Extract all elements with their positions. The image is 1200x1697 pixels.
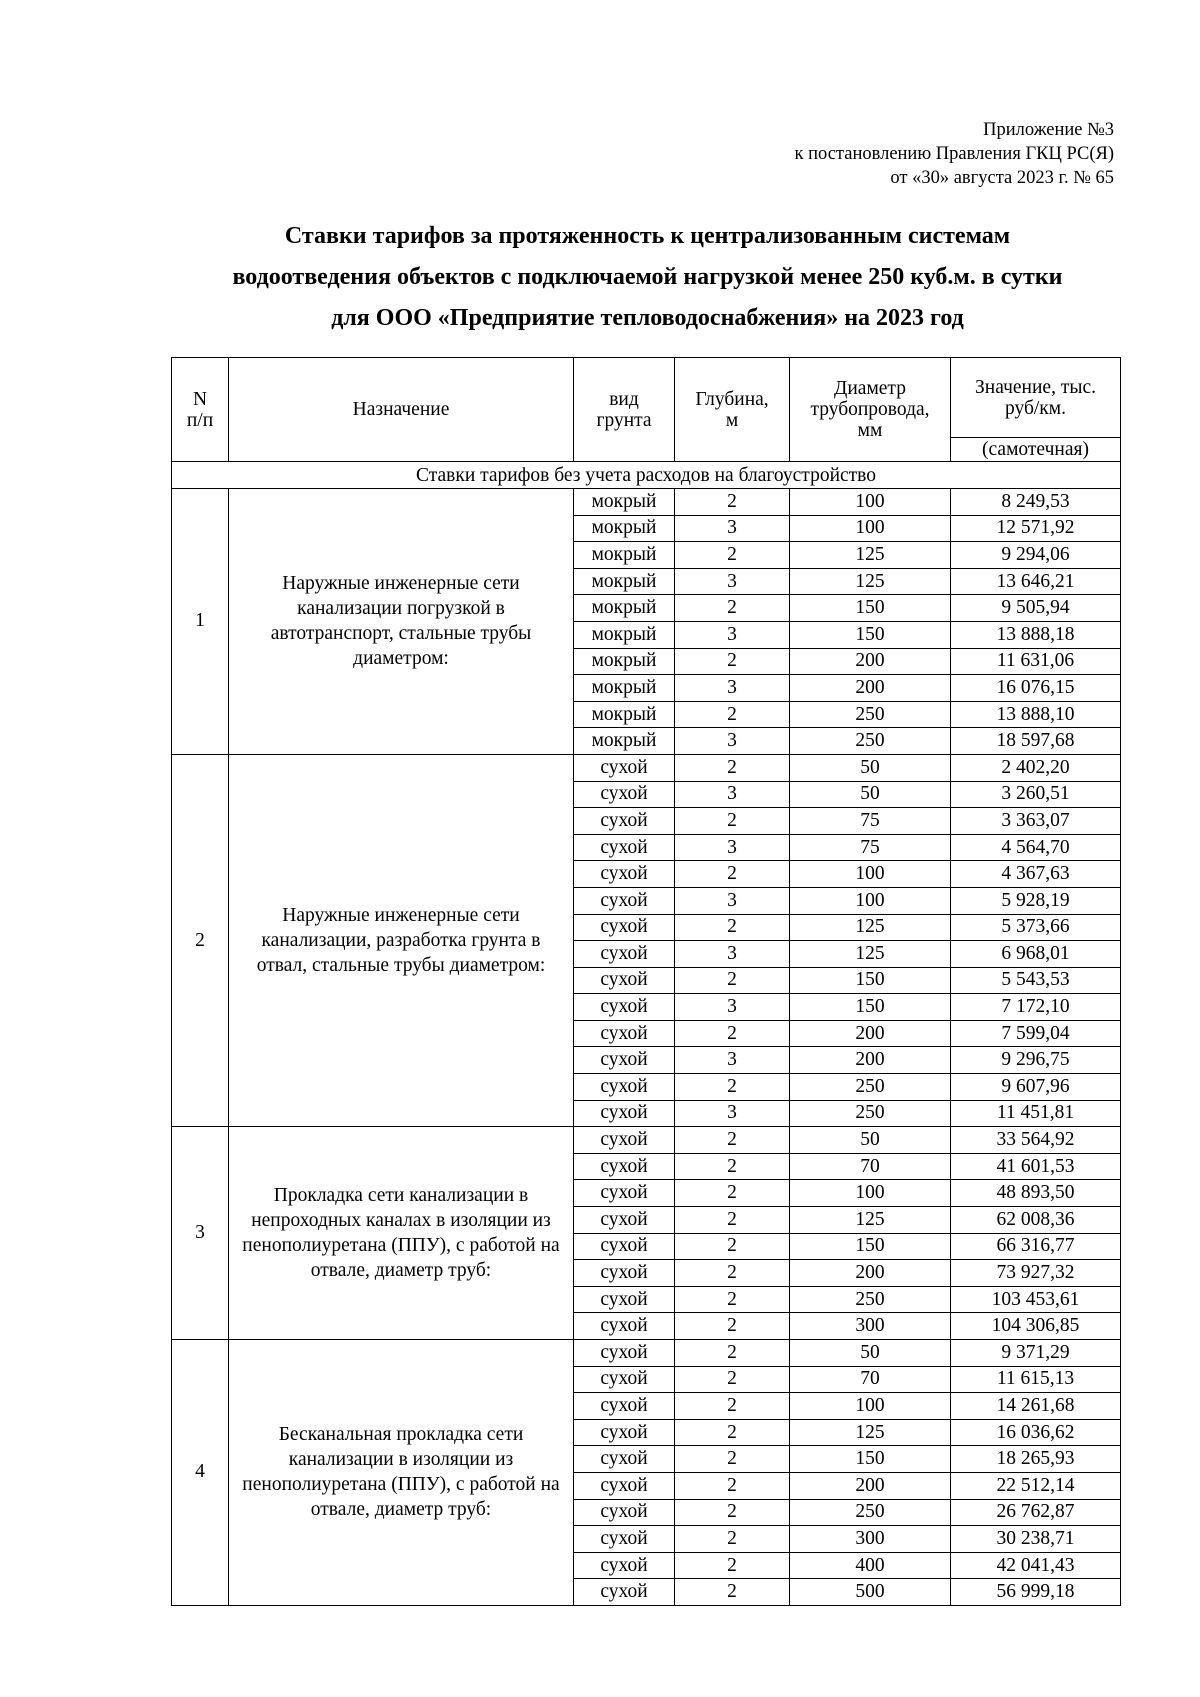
row-purpose: Наружные инженерные сети канализации, разработка грунта в отвал, стальные трубы диаметром: (229, 754, 574, 1126)
depth-cell: 2 (675, 1233, 790, 1260)
diameter-cell: 200 (790, 1047, 951, 1074)
diameter-cell: 200 (790, 675, 951, 702)
soil-type-cell: сухой (574, 1393, 675, 1420)
soil-type-cell: мокрый (574, 621, 675, 648)
soil-type-cell: сухой (574, 1526, 675, 1553)
depth-cell: 2 (675, 648, 790, 675)
document-title (120, 216, 1175, 339)
depth-cell: 2 (675, 701, 790, 728)
soil-type-cell: сухой (574, 1180, 675, 1207)
depth-cell: 3 (675, 781, 790, 808)
diameter-cell: 250 (790, 1499, 951, 1526)
depth-cell: 2 (675, 1207, 790, 1234)
header-diameter: Диаметр трубопровода, мм (790, 358, 951, 462)
soil-type-cell: сухой (574, 808, 675, 835)
value-cell: 4 367,63 (951, 861, 1121, 888)
value-cell: 104 306,85 (951, 1313, 1121, 1340)
value-cell: 7 172,10 (951, 994, 1121, 1021)
soil-type-cell: сухой (574, 1020, 675, 1047)
tariff-table (171, 357, 1121, 1606)
soil-type-cell: мокрый (574, 675, 675, 702)
diameter-cell: 70 (790, 1153, 951, 1180)
header-number: N п/п (172, 358, 229, 462)
depth-cell: 3 (675, 1100, 790, 1127)
soil-type-cell: сухой (574, 1127, 675, 1154)
value-cell: 30 238,71 (951, 1526, 1121, 1553)
soil-type-cell: сухой (574, 781, 675, 808)
diameter-cell: 500 (790, 1579, 951, 1606)
diameter-cell: 75 (790, 808, 951, 835)
depth-cell: 2 (675, 1393, 790, 1420)
soil-type-cell: сухой (574, 834, 675, 861)
depth-cell: 2 (675, 967, 790, 994)
depth-cell: 3 (675, 568, 790, 595)
soil-type-cell: сухой (574, 967, 675, 994)
soil-type-cell: мокрый (574, 728, 675, 755)
depth-cell: 2 (675, 1127, 790, 1154)
depth-cell: 2 (675, 542, 790, 569)
soil-type-cell: сухой (574, 1499, 675, 1526)
diameter-cell: 125 (790, 1207, 951, 1234)
soil-type-cell: сухой (574, 1153, 675, 1180)
value-cell: 12 571,92 (951, 515, 1121, 542)
diameter-cell: 125 (790, 941, 951, 968)
depth-cell: 3 (675, 621, 790, 648)
title-line-2: водоотведения объектов с подключаемой нагрузкой менее 250 куб.м. в сутки (232, 264, 1063, 290)
depth-cell: 2 (675, 1180, 790, 1207)
soil-type-cell: сухой (574, 941, 675, 968)
value-cell: 11 451,81 (951, 1100, 1121, 1127)
diameter-cell: 100 (790, 1393, 951, 1420)
diameter-cell: 125 (790, 914, 951, 941)
value-cell: 5 543,53 (951, 967, 1121, 994)
diameter-cell: 150 (790, 621, 951, 648)
value-cell: 42 041,43 (951, 1552, 1121, 1579)
value-cell: 9 371,29 (951, 1340, 1121, 1367)
diameter-cell: 100 (790, 887, 951, 914)
row-number: 4 (172, 1340, 229, 1606)
soil-type-cell: сухой (574, 1552, 675, 1579)
value-cell: 14 261,68 (951, 1393, 1121, 1420)
value-cell: 13 888,18 (951, 621, 1121, 648)
table-row (172, 1127, 1121, 1154)
soil-type-cell: мокрый (574, 515, 675, 542)
diameter-cell: 100 (790, 515, 951, 542)
soil-type-cell: сухой (574, 1419, 675, 1446)
title-line-1: Ставки тарифов за протяженность к централизованным системам (284, 223, 1011, 249)
depth-cell: 2 (675, 808, 790, 835)
soil-type-cell: сухой (574, 1366, 675, 1393)
diameter-cell: 50 (790, 754, 951, 781)
appendix-header (794, 118, 1114, 190)
value-cell: 62 008,36 (951, 1207, 1121, 1234)
title-line-3: для ООО «Предприятие тепловодоснабжения» на 2023 год (331, 305, 964, 331)
value-cell: 3 260,51 (951, 781, 1121, 808)
depth-cell: 2 (675, 1446, 790, 1473)
row-number: 2 (172, 754, 229, 1126)
diameter-cell: 150 (790, 967, 951, 994)
diameter-cell: 50 (790, 1340, 951, 1367)
soil-type-cell: сухой (574, 1446, 675, 1473)
value-cell: 9 296,75 (951, 1047, 1121, 1074)
depth-cell: 3 (675, 675, 790, 702)
diameter-cell: 250 (790, 728, 951, 755)
diameter-cell: 75 (790, 834, 951, 861)
soil-type-cell: сухой (574, 1286, 675, 1313)
table-row (172, 1340, 1121, 1367)
diameter-cell: 250 (790, 1074, 951, 1101)
value-cell: 4 564,70 (951, 834, 1121, 861)
value-cell: 11 615,13 (951, 1366, 1121, 1393)
soil-type-cell: сухой (574, 1233, 675, 1260)
value-cell: 5 928,19 (951, 887, 1121, 914)
depth-cell: 3 (675, 515, 790, 542)
diameter-cell: 150 (790, 994, 951, 1021)
soil-type-cell: сухой (574, 1100, 675, 1127)
value-cell: 13 646,21 (951, 568, 1121, 595)
value-cell: 16 036,62 (951, 1419, 1121, 1446)
value-cell: 18 597,68 (951, 728, 1121, 755)
header-value-sub: (самотечная) (951, 438, 1121, 462)
depth-cell: 2 (675, 754, 790, 781)
soil-type-cell: сухой (574, 914, 675, 941)
diameter-cell: 300 (790, 1526, 951, 1553)
soil-type-cell: сухой (574, 1313, 675, 1340)
value-cell: 2 402,20 (951, 754, 1121, 781)
tariff-table-body (172, 462, 1121, 1606)
value-cell: 9 294,06 (951, 542, 1121, 569)
depth-cell: 2 (675, 1286, 790, 1313)
depth-cell: 2 (675, 861, 790, 888)
diameter-cell: 125 (790, 568, 951, 595)
soil-type-cell: мокрый (574, 568, 675, 595)
value-cell: 66 316,77 (951, 1233, 1121, 1260)
diameter-cell: 100 (790, 861, 951, 888)
diameter-cell: 250 (790, 1100, 951, 1127)
soil-type-cell: сухой (574, 1047, 675, 1074)
row-purpose: Наружные инженерные сети канализации погрузкой в автотранспорт, стальные трубы диаметром: (229, 489, 574, 755)
depth-cell: 3 (675, 728, 790, 755)
diameter-cell: 200 (790, 1472, 951, 1499)
soil-type-cell: мокрый (574, 489, 675, 516)
depth-cell: 2 (675, 1020, 790, 1047)
value-cell: 22 512,14 (951, 1472, 1121, 1499)
diameter-cell: 150 (790, 1446, 951, 1473)
value-cell: 6 968,01 (951, 941, 1121, 968)
depth-cell: 3 (675, 941, 790, 968)
soil-type-cell: сухой (574, 1579, 675, 1606)
value-cell: 5 373,66 (951, 914, 1121, 941)
value-cell: 33 564,92 (951, 1127, 1121, 1154)
appendix-date: от «30» августа 2023 г. № 65 (890, 168, 1114, 188)
value-cell: 41 601,53 (951, 1153, 1121, 1180)
value-cell: 56 999,18 (951, 1579, 1121, 1606)
depth-cell: 2 (675, 914, 790, 941)
depth-cell: 3 (675, 994, 790, 1021)
value-cell: 73 927,32 (951, 1260, 1121, 1287)
depth-cell: 3 (675, 1047, 790, 1074)
soil-type-cell: сухой (574, 1472, 675, 1499)
diameter-cell: 125 (790, 1419, 951, 1446)
soil-type-cell: сухой (574, 1340, 675, 1367)
depth-cell: 2 (675, 1313, 790, 1340)
soil-type-cell: сухой (574, 754, 675, 781)
diameter-cell: 100 (790, 489, 951, 516)
table-row (172, 489, 1121, 516)
header-depth: Глубина, м (675, 358, 790, 462)
soil-type-cell: мокрый (574, 701, 675, 728)
soil-type-cell: мокрый (574, 542, 675, 569)
depth-cell: 2 (675, 1499, 790, 1526)
header-purpose: Назначение (229, 358, 574, 462)
soil-type-cell: сухой (574, 1260, 675, 1287)
depth-cell: 2 (675, 1419, 790, 1446)
depth-cell: 2 (675, 1552, 790, 1579)
diameter-cell: 250 (790, 1286, 951, 1313)
value-cell: 48 893,50 (951, 1180, 1121, 1207)
table-row (172, 754, 1121, 781)
depth-cell: 2 (675, 1579, 790, 1606)
value-cell: 13 888,10 (951, 701, 1121, 728)
diameter-cell: 125 (790, 542, 951, 569)
diameter-cell: 300 (790, 1313, 951, 1340)
value-cell: 3 363,07 (951, 808, 1121, 835)
depth-cell: 2 (675, 1074, 790, 1101)
diameter-cell: 200 (790, 1020, 951, 1047)
row-purpose: Прокладка сети канализации в непроходных каналах в изоляции из пенополиуретана (ППУ), с работой на отвале, диаметр труб: (229, 1127, 574, 1340)
depth-cell: 3 (675, 887, 790, 914)
row-purpose: Бесканальная прокладка сети канализации в изоляции из пенополиуретана (ППУ), с работой на отвале, диаметр труб: (229, 1340, 574, 1606)
value-cell: 8 249,53 (951, 489, 1121, 516)
depth-cell: 2 (675, 1340, 790, 1367)
soil-type-cell: сухой (574, 1207, 675, 1234)
header-value: Значение, тыс. руб/км. (951, 358, 1121, 438)
header-soil-type: вид грунта (574, 358, 675, 462)
soil-type-cell: сухой (574, 1074, 675, 1101)
diameter-cell: 50 (790, 1127, 951, 1154)
diameter-cell: 100 (790, 1180, 951, 1207)
appendix-number: Приложение №3 (983, 120, 1114, 140)
value-cell: 9 607,96 (951, 1074, 1121, 1101)
depth-cell: 2 (675, 1366, 790, 1393)
section-title: Ставки тарифов без учета расходов на благоустройство (172, 462, 1121, 489)
value-cell: 103 453,61 (951, 1286, 1121, 1313)
depth-cell: 3 (675, 834, 790, 861)
diameter-cell: 200 (790, 648, 951, 675)
depth-cell: 2 (675, 1260, 790, 1287)
diameter-cell: 200 (790, 1260, 951, 1287)
row-number: 3 (172, 1127, 229, 1340)
depth-cell: 2 (675, 1526, 790, 1553)
value-cell: 7 599,04 (951, 1020, 1121, 1047)
value-cell: 9 505,94 (951, 595, 1121, 622)
diameter-cell: 150 (790, 595, 951, 622)
value-cell: 18 265,93 (951, 1446, 1121, 1473)
value-cell: 16 076,15 (951, 675, 1121, 702)
soil-type-cell: сухой (574, 861, 675, 888)
depth-cell: 2 (675, 1153, 790, 1180)
depth-cell: 2 (675, 595, 790, 622)
soil-type-cell: сухой (574, 994, 675, 1021)
soil-type-cell: сухой (574, 887, 675, 914)
diameter-cell: 50 (790, 781, 951, 808)
value-cell: 26 762,87 (951, 1499, 1121, 1526)
row-number: 1 (172, 489, 229, 755)
appendix-resolution: к постановлению Правления ГКЦ РС(Я) (794, 144, 1114, 164)
diameter-cell: 400 (790, 1552, 951, 1579)
diameter-cell: 70 (790, 1366, 951, 1393)
value-cell: 11 631,06 (951, 648, 1121, 675)
soil-type-cell: мокрый (574, 648, 675, 675)
depth-cell: 2 (675, 1472, 790, 1499)
diameter-cell: 150 (790, 1233, 951, 1260)
diameter-cell: 250 (790, 701, 951, 728)
soil-type-cell: мокрый (574, 595, 675, 622)
depth-cell: 2 (675, 489, 790, 516)
